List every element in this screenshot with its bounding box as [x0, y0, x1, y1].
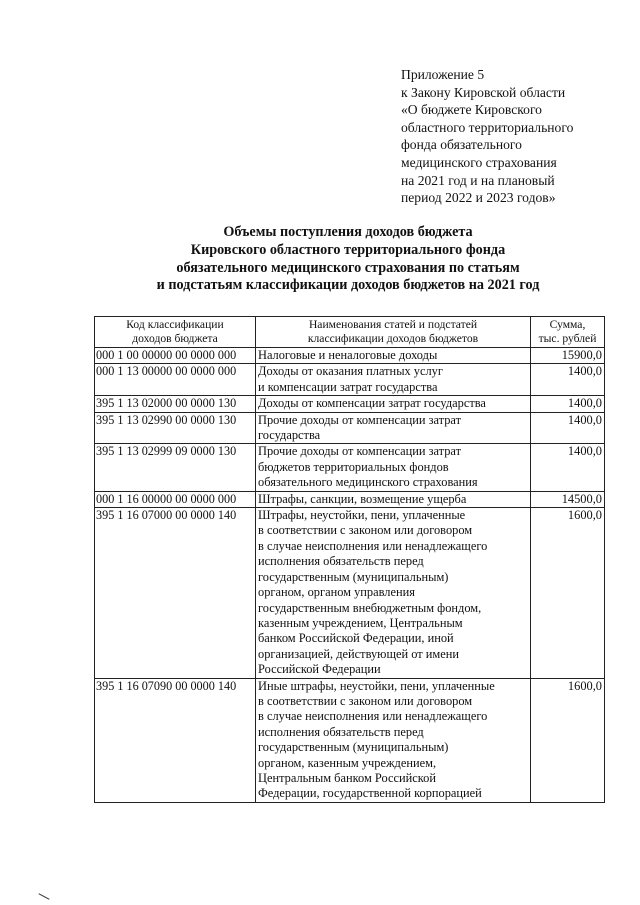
row-code: 395 1 13 02999 09 0000 130 — [95, 444, 256, 491]
row-sum: 1400,0 — [531, 412, 605, 444]
row-code: 000 1 13 00000 00 0000 000 — [95, 364, 256, 396]
appendix-line: фонда обязательного — [401, 137, 522, 153]
appendix-line: на 2021 год и на плановый — [401, 172, 555, 188]
revenue-table — [94, 316, 605, 803]
row-sum: 1600,0 — [531, 678, 605, 802]
row-name: Прочие доходы от компенсации затрат бюджетов территориальных фондов обязательного медицинского страхования — [256, 444, 531, 491]
title-line: Кировского областного территориального фонда — [190, 241, 506, 258]
row-sum: 1600,0 — [531, 508, 605, 678]
appendix-line: Приложение 5 — [401, 67, 485, 82]
scan-mark — [38, 893, 49, 900]
row-name: Налоговые и неналоговые доходы — [256, 348, 531, 364]
table-row — [95, 444, 605, 491]
row-code: 395 1 13 02990 00 0000 130 — [95, 412, 256, 444]
row-name: Доходы от компенсации затрат государства — [256, 396, 531, 412]
appendix-line: к Закону Кировской области — [401, 84, 566, 100]
table-row — [95, 508, 605, 678]
table-row — [95, 678, 605, 802]
appendix-note — [401, 66, 637, 207]
row-name: Доходы от оказания платных услуг и компенсации затрат государства — [256, 364, 531, 396]
row-code: 395 1 16 07090 00 0000 140 — [95, 678, 256, 802]
header-name: Наименования статей и подстатей классификации доходов бюджетов — [256, 317, 531, 348]
appendix-line: «О бюджете Кировского — [401, 102, 542, 118]
table-row — [95, 396, 605, 412]
row-sum: 15900,0 — [531, 348, 605, 364]
row-name: Прочие доходы от компенсации затрат государства — [256, 412, 531, 444]
row-sum: 14500,0 — [531, 491, 605, 507]
table-row — [95, 491, 605, 507]
table-row — [95, 364, 605, 396]
row-sum: 1400,0 — [531, 444, 605, 491]
table-row — [95, 412, 605, 444]
appendix-line: медицинского страхования — [401, 154, 557, 170]
row-name: Штрафы, неустойки, пени, уплаченные в соответствии с законом или договором в случае неисполнения или ненадлежащего исполнения обязательств перед государственным (муниципальным) органом, органом управления государственным внебюджетным фондом, казенным учреждением, Центральным банком Российской Федерации, иной организацией, действующей от имени Российской Федерации — [256, 508, 531, 678]
table-header-row — [95, 317, 605, 348]
header-code: Код классификации доходов бюджета — [95, 317, 256, 348]
document-title — [100, 224, 596, 295]
title-line: и подстатьям классификации доходов бюджетов на 2021 год — [156, 277, 540, 294]
row-code: 395 1 16 07000 00 0000 140 — [95, 508, 256, 678]
row-code: 000 1 00 00000 00 0000 000 — [95, 348, 256, 364]
row-name: Штрафы, санкции, возмещение ущерба — [256, 491, 531, 507]
appendix-line: областного территориального — [401, 119, 574, 135]
table-row — [95, 348, 605, 364]
title-line: Объемы поступления доходов бюджета — [223, 224, 473, 240]
row-name: Иные штрафы, неустойки, пени, уплаченные в соответствии с законом или договором в случае неисполнения или ненадлежащего исполнения обязательств перед государственным (муниципальным) органом, казенным учреждением, Центральным банком Российской Федерации, государственной корпорацией — [256, 678, 531, 802]
title-line: обязательного медицинского страхования по статьям — [176, 259, 520, 276]
row-sum: 1400,0 — [531, 364, 605, 396]
appendix-line: период 2022 и 2023 годов» — [401, 190, 556, 206]
row-sum: 1400,0 — [531, 396, 605, 412]
header-sum: Сумма, тыс. рублей — [531, 317, 605, 348]
row-code: 395 1 13 02000 00 0000 130 — [95, 396, 256, 412]
row-code: 000 1 16 00000 00 0000 000 — [95, 491, 256, 507]
